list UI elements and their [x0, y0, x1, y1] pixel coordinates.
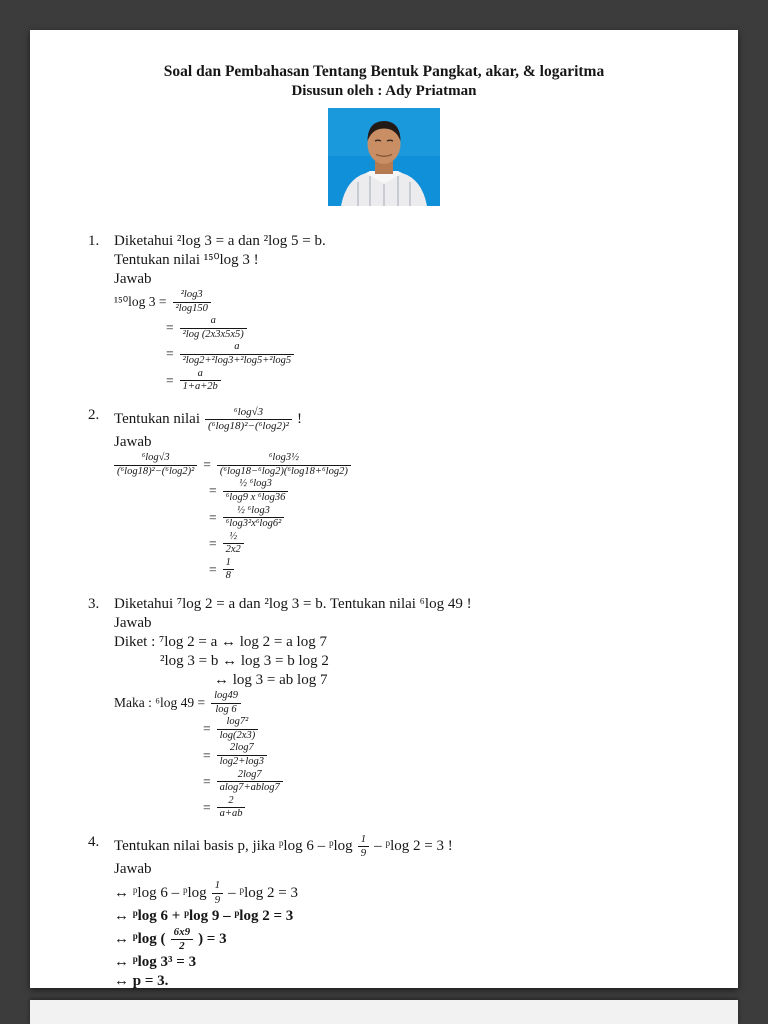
fraction	[180, 341, 295, 367]
solution-text: ↔ ᵖlog 6 – ᵖlog	[114, 884, 207, 901]
statement-text: !	[296, 410, 302, 427]
math-step	[166, 368, 680, 394]
problem-3	[88, 595, 680, 821]
fraction-denominator: ²log2+²log3+²log5+²log5	[180, 354, 295, 368]
problem-1-statement-line1: Diketahui ²log 3 = a dan ²log 5 = b.	[114, 233, 326, 249]
fraction-numerator: ⁶log√3	[141, 452, 170, 464]
math-step	[203, 769, 680, 795]
fraction-denominator: 9	[212, 893, 224, 907]
problem-1-number: 1.	[88, 233, 100, 249]
math-step	[209, 557, 680, 583]
fraction-denominator: 8	[223, 569, 234, 583]
problem-3-known-line3: ↔ log 3 = ab log 7	[214, 672, 328, 689]
problem-2	[88, 406, 680, 583]
fraction-denominator: log 6	[211, 703, 241, 717]
statement-text: Tentukan nilai basis p, jika ᵖlog 6 – ᵖlog	[114, 838, 353, 855]
fraction-numerator: ⁶log√3	[233, 405, 264, 418]
doc-title: Soal dan Pembahasan Tentang Bentuk Pangkat, akar, & logaritma	[163, 63, 605, 80]
math-step	[166, 315, 680, 341]
equals-sign: =	[203, 747, 211, 763]
equals-sign: =	[209, 509, 217, 525]
fraction-denominator: (⁶log18)²−(⁶log2)²	[114, 465, 197, 479]
fraction-numerator: ²log3	[180, 289, 203, 300]
equals-sign: =	[203, 457, 211, 473]
problem-1-jawab-label: Jawab	[114, 271, 152, 287]
fraction	[205, 406, 292, 433]
math-step	[203, 742, 680, 768]
math-step	[114, 690, 680, 716]
fraction-numerator: log49	[214, 690, 238, 702]
solution-text: ) = 3	[198, 930, 227, 947]
solution-line	[114, 879, 680, 906]
fraction-numerator: a	[210, 315, 216, 327]
fraction-numerator: 1	[214, 879, 221, 892]
problem-4	[88, 833, 680, 988]
equals-sign: =	[166, 372, 174, 388]
math-step	[166, 341, 680, 367]
equals-sign: =	[166, 346, 174, 362]
fraction-denominator: ⁶log9 x ⁶log36	[223, 491, 289, 505]
fraction-numerator: 1	[225, 556, 231, 568]
fraction	[217, 795, 246, 821]
fraction-numerator: a	[234, 341, 240, 353]
fraction-numerator: a	[197, 367, 203, 379]
fraction-denominator: ²log150	[173, 302, 211, 316]
solution-text: – ᵖlog 2 = 3	[228, 884, 298, 901]
fraction-denominator: a+ab	[217, 807, 246, 821]
problem-1-statement-line2: Tentukan nilai ¹⁵⁰log 3 !	[114, 252, 259, 268]
fraction	[171, 926, 194, 953]
fraction-denominator: log2+log3	[217, 755, 267, 769]
equals-sign: =	[209, 535, 217, 551]
problem-4-jawab-label: Jawab	[114, 861, 152, 878]
problem-2-body	[114, 406, 680, 583]
fraction	[180, 315, 247, 341]
next-page-edge	[30, 1000, 738, 1024]
math-step	[114, 289, 680, 315]
fraction	[223, 557, 234, 583]
problem-2-number: 2.	[88, 406, 100, 423]
fraction-numerator: 1	[360, 833, 367, 845]
fraction	[217, 452, 351, 478]
statement-text: – ᵖlog 2 = 3 !	[374, 838, 453, 855]
solution-line: ↔ ᵖlog 6 + ᵖlog 9 – ᵖlog 2 = 3	[114, 907, 294, 924]
fraction-denominator: ²log (2x3x5x5)	[180, 328, 247, 342]
problem-3-known-line2: ²log 3 = b ↔ log 3 = b log 2	[160, 653, 329, 670]
fraction-numerator: 2log7	[237, 768, 262, 780]
problem-2-statement	[114, 406, 680, 433]
fraction	[212, 879, 224, 906]
math-step	[209, 531, 680, 557]
fraction-numerator: 2	[228, 794, 234, 806]
fraction-numerator: log7²	[226, 716, 249, 728]
fraction-numerator: ½ ⁶log3	[239, 478, 272, 490]
math-lhs: Maka : ⁶log 49 =	[114, 695, 206, 711]
problem-4-statement	[114, 833, 680, 860]
fraction-denominator: 2x2	[223, 543, 244, 557]
problem-4-number: 4.	[88, 834, 100, 850]
fraction-numerator: ⁶log3½	[268, 452, 299, 464]
problem-3-statement: Diketahui ⁷log 2 = a dan ²log 3 = b. Tentukan nilai ⁶log 49 !	[114, 596, 472, 613]
fraction	[114, 452, 197, 478]
fraction	[217, 769, 283, 795]
fraction	[223, 478, 289, 504]
portrait-photo	[88, 108, 680, 206]
fraction	[180, 368, 221, 394]
problem-2-jawab-label: Jawab	[114, 434, 152, 451]
solution-line	[114, 926, 680, 953]
fraction	[358, 833, 370, 860]
fraction-denominator: (⁶log18)²−(⁶log2)²	[205, 419, 292, 433]
fraction-denominator: 1+a+2b	[180, 380, 221, 394]
equals-sign: =	[203, 799, 211, 815]
equals-sign: =	[203, 773, 211, 789]
solution-line: ↔ p = 3.	[114, 973, 169, 988]
math-step	[209, 505, 680, 531]
math-lhs: ¹⁵⁰log 3 =	[114, 294, 167, 310]
doc-subtitle: Disusun oleh : Ady Priatman	[291, 83, 477, 99]
fraction-numerator: 6x9	[173, 925, 191, 938]
fraction	[173, 289, 211, 315]
problem-3-number: 3.	[88, 596, 100, 613]
fraction	[223, 505, 285, 531]
fraction	[223, 531, 244, 557]
problem-3-body	[114, 595, 680, 821]
fraction-denominator: (⁶log18−⁶log2)(⁶log18+⁶log2)	[217, 465, 351, 479]
solution-text: ↔ ᵖlog (	[114, 930, 166, 947]
equals-sign: =	[203, 721, 211, 737]
fraction-denominator: 2	[171, 939, 194, 953]
fraction-denominator: log(2x3)	[217, 729, 259, 743]
equals-sign: =	[209, 483, 217, 499]
fraction-denominator: alog7+ablog7	[217, 781, 283, 795]
math-step	[209, 478, 680, 504]
document-page	[30, 30, 738, 988]
fraction	[211, 690, 241, 716]
problem-4-body	[114, 833, 680, 988]
fraction-numerator: ½ ⁶log3	[237, 504, 270, 516]
problem-3-jawab-label: Jawab	[114, 615, 152, 632]
math-step	[203, 716, 680, 742]
fraction-numerator: 2log7	[229, 742, 254, 754]
math-step	[203, 795, 680, 821]
portrait-photo-image	[328, 108, 440, 206]
fraction-numerator: ½	[229, 530, 238, 542]
problem-1-body	[114, 232, 680, 394]
problem-3-known-line1: Diket : ⁷log 2 = a ↔ log 2 = a log 7	[114, 634, 327, 651]
solution-line: ↔ ᵖlog 3³ = 3	[114, 954, 197, 971]
fraction	[217, 716, 259, 742]
equals-sign: =	[209, 561, 217, 577]
problem-1	[88, 232, 680, 394]
fraction	[217, 742, 267, 768]
equals-sign: =	[166, 320, 174, 336]
math-step	[114, 452, 680, 478]
fraction-denominator: 9	[358, 846, 370, 860]
statement-text: Tentukan nilai	[114, 410, 201, 427]
fraction-denominator: ⁶log3²x⁶log6²	[223, 517, 285, 531]
